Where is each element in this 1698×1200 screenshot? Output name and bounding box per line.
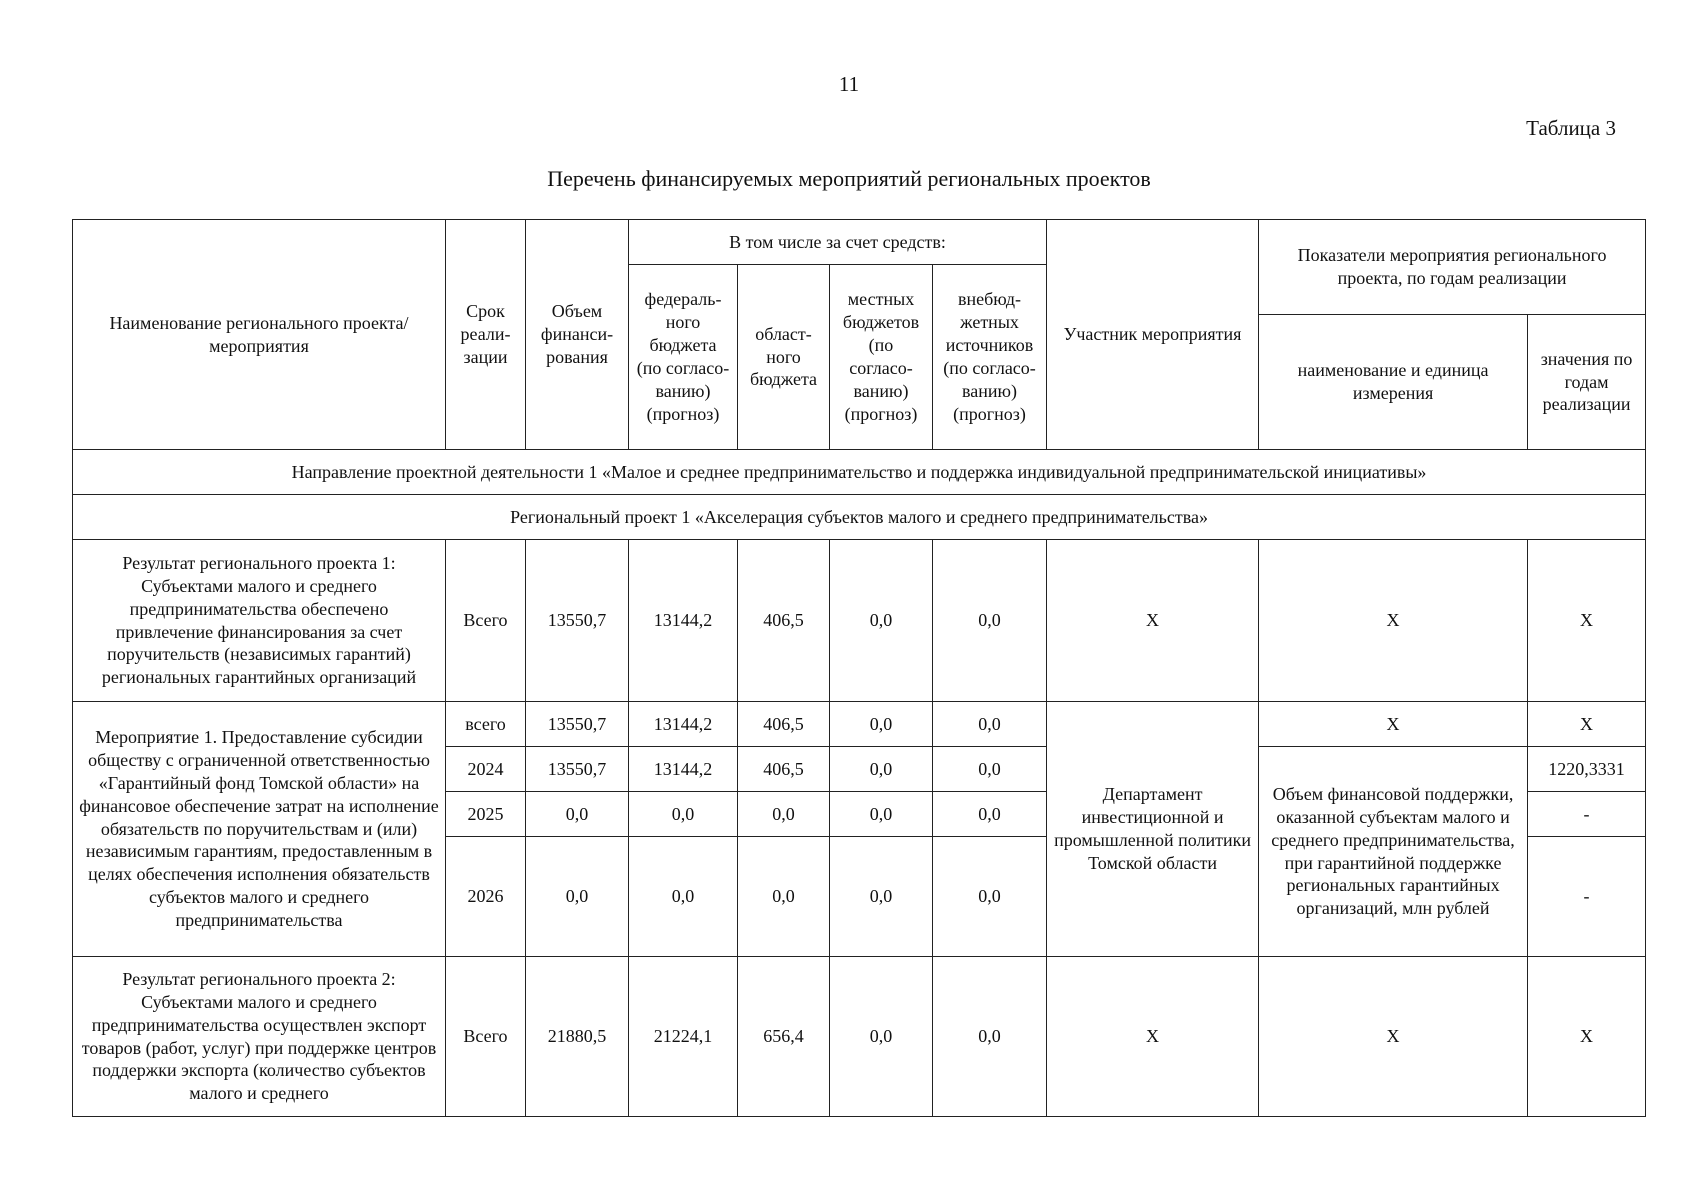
header-regional: област-ного бюджета	[738, 265, 830, 450]
result-2-indicator-name: Х	[1259, 957, 1528, 1117]
project-text: Региональный проект 1 «Акселерация субъектов малого и среднего предпринимательства»	[73, 495, 1646, 540]
header-extra: внебюд-жетных источников (по согласо-ванию) (прогноз)	[933, 265, 1047, 450]
measure-1-name: Мероприятие 1. Предоставление субсидии обществу с ограниченной ответственностью «Гарантийный фонд Томской области» на финансовое обеспечение затрат на исполнение обязательств по поручительствам и (или) независимым гарантиям, предоставленным в целях обеспечения исполнения обязательств субъектов малого и среднего предпринимательства	[73, 702, 446, 957]
measure-1-value-total: Х	[1528, 702, 1646, 747]
result-1-local: 0,0	[830, 540, 933, 702]
financing-table	[72, 219, 1646, 1117]
measure-1-extra: 0,0	[933, 837, 1047, 957]
measure-1-volume: 13550,7	[526, 702, 629, 747]
measure-1-term: 2025	[446, 792, 526, 837]
measure-1-row-total	[73, 702, 1646, 747]
measure-1-value-2025: -	[1528, 792, 1646, 837]
measure-1-regional: 406,5	[738, 702, 830, 747]
measure-1-participant: Департамент инвестиционной и промышленной политики Томской области	[1047, 702, 1259, 957]
header-indicators: Показатели мероприятия регионального проекта, по годам реализации	[1259, 220, 1646, 315]
document-title: Перечень финансируемых мероприятий региональных проектов	[547, 166, 1151, 191]
measure-1-federal: 13144,2	[629, 747, 738, 792]
result-2-participant: Х	[1047, 957, 1259, 1117]
measure-1-term: всего	[446, 702, 526, 747]
page-number: 11	[838, 72, 860, 96]
result-1-indicator-name: Х	[1259, 540, 1528, 702]
result-1-indicator-value: Х	[1528, 540, 1646, 702]
project-row	[73, 495, 1646, 540]
measure-1-indicator-total: Х	[1259, 702, 1528, 747]
measure-1-local: 0,0	[830, 792, 933, 837]
header-term: Срок реали-зации	[446, 220, 526, 450]
header-participant: Участник мероприятия	[1047, 220, 1259, 450]
table-label: Таблица 3	[1526, 116, 1616, 140]
header-row-1	[73, 220, 1646, 265]
result-2-volume: 21880,5	[526, 957, 629, 1117]
result-2-name: Результат регионального проекта 2: Субъектами малого и среднего предпринимательства осуществлен экспорт товаров (работ, услуг) при поддержке центров поддержки экспорта (количество субъектов малого и среднего	[73, 957, 446, 1117]
header-including: В том числе за счет средств:	[629, 220, 1047, 265]
result-1-name: Результат регионального проекта 1: Субъектами малого и среднего предпринимательства обеспечено привлечение финансирования за счет поручительств (независимых гарантий) региональных гарантийных организаций	[73, 540, 446, 702]
measure-1-volume: 13550,7	[526, 747, 629, 792]
header-indicator-name: наименование и единица измерения	[1259, 315, 1528, 450]
measure-1-federal: 13144,2	[629, 702, 738, 747]
measure-1-term: 2026	[446, 837, 526, 957]
result-1-term: Всего	[446, 540, 526, 702]
header-volume: Объем финанси-рования	[526, 220, 629, 450]
measure-1-federal: 0,0	[629, 837, 738, 957]
direction-row	[73, 450, 1646, 495]
measure-1-volume: 0,0	[526, 837, 629, 957]
measure-1-value-2026: -	[1528, 837, 1646, 957]
result-2-regional: 656,4	[738, 957, 830, 1117]
header-name: Наименование регионального проекта/мероприятия	[73, 220, 446, 450]
measure-1-indicator-name: Объем финансовой поддержки, оказанной субъектам малого и среднего предпринимательства, при гарантийной поддержке региональных гарантийных организаций, млн рублей	[1259, 747, 1528, 957]
measure-1-regional: 406,5	[738, 747, 830, 792]
result-2-row	[73, 957, 1646, 1117]
measure-1-local: 0,0	[830, 837, 933, 957]
direction-text: Направление проектной деятельности 1 «Малое и среднее предпринимательство и поддержка индивидуальной предпринимательской инициативы»	[73, 450, 1646, 495]
measure-1-federal: 0,0	[629, 792, 738, 837]
result-1-extra: 0,0	[933, 540, 1047, 702]
measure-1-term: 2024	[446, 747, 526, 792]
result-1-participant: Х	[1047, 540, 1259, 702]
result-2-extra: 0,0	[933, 957, 1047, 1117]
measure-1-extra: 0,0	[933, 702, 1047, 747]
header-local: местных бюджетов (по согласо-ванию) (прогноз)	[830, 265, 933, 450]
measure-1-regional: 0,0	[738, 837, 830, 957]
measure-1-volume: 0,0	[526, 792, 629, 837]
measure-1-local: 0,0	[830, 747, 933, 792]
measure-1-local: 0,0	[830, 702, 933, 747]
result-2-indicator-value: Х	[1528, 957, 1646, 1117]
header-federal: федераль-ного бюджета (по согласо-ванию) (прогноз)	[629, 265, 738, 450]
result-2-term: Всего	[446, 957, 526, 1117]
result-2-federal: 21224,1	[629, 957, 738, 1117]
measure-1-value-2024: 1220,3331	[1528, 747, 1646, 792]
measure-1-extra: 0,0	[933, 792, 1047, 837]
measure-1-extra: 0,0	[933, 747, 1047, 792]
result-2-local: 0,0	[830, 957, 933, 1117]
result-1-regional: 406,5	[738, 540, 830, 702]
result-1-volume: 13550,7	[526, 540, 629, 702]
header-indicator-values: значения по годам реализации	[1528, 315, 1646, 450]
result-1-federal: 13144,2	[629, 540, 738, 702]
measure-1-regional: 0,0	[738, 792, 830, 837]
result-1-row	[73, 540, 1646, 702]
